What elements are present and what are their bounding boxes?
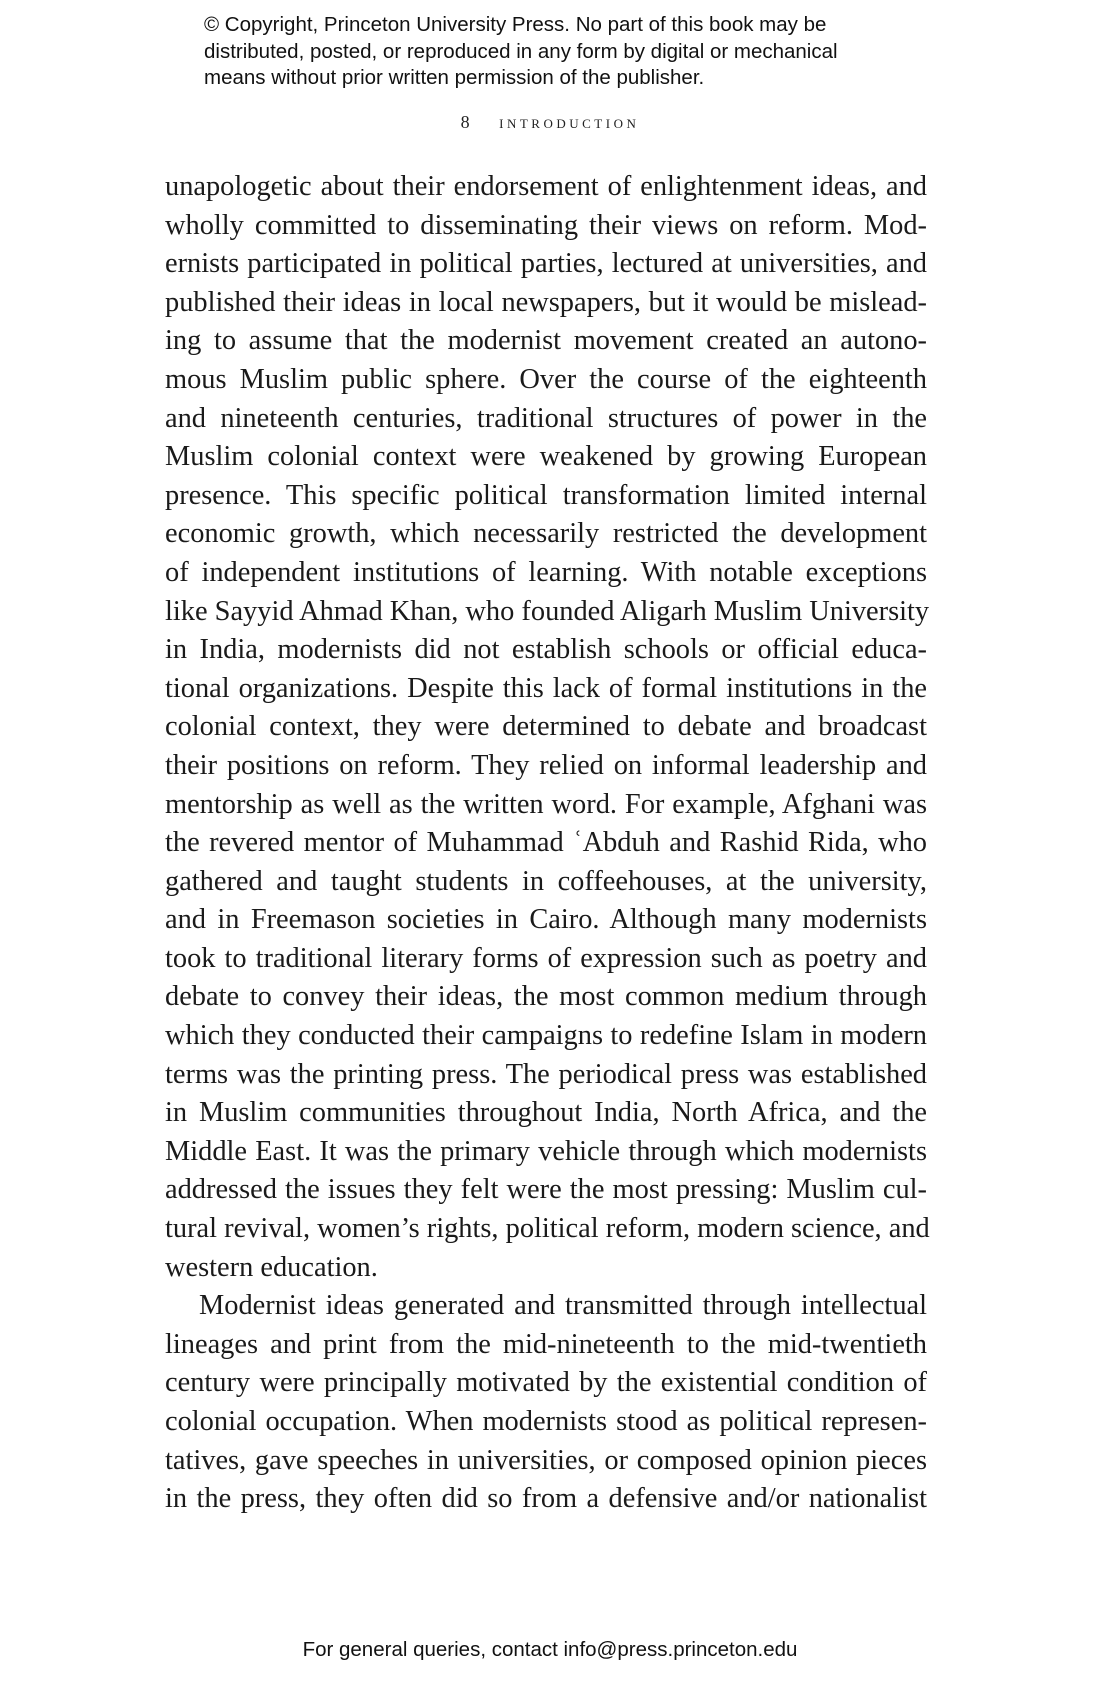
text-line: colonial context, they were determined to debate and broadcast xyxy=(165,711,927,743)
text-line: tatives, gave speeches in universities, or composed opinion pieces xyxy=(165,1444,927,1476)
text-line: unapologetic about their endorsement of enlightenment ideas, and xyxy=(165,171,927,202)
text-line: ing to assume that the modernist movement created an autono- xyxy=(165,325,927,357)
text-line: and nineteenth centuries, traditional structures of power in the xyxy=(165,402,927,434)
text-line: which they conducted their campaigns to redefine Islam in modern xyxy=(165,1020,927,1052)
text-line: in India, modernists did not establish schools or official educa- xyxy=(165,634,927,666)
copyright-line: © Copyright, Princeton University Press. No part of this book may be xyxy=(204,13,827,36)
text-line: tional organizations. Despite this lack of formal institutions in the xyxy=(165,672,927,704)
text-line: their positions on reform. They relied on informal leadership and xyxy=(165,749,927,781)
body-text xyxy=(165,168,930,1519)
text-line: like Sayyid Ahmad Khan, who founded Aligarh Muslim University xyxy=(165,595,930,627)
text-line: debate to convey their ideas, the most common medium through xyxy=(165,981,927,1013)
text-line: Muslim colonial context were weakened by growing European xyxy=(165,441,927,473)
page-number: 8 xyxy=(460,112,470,132)
text-line: gathered and taught students in coffeehouses, at the university, xyxy=(165,865,927,897)
text-line: took to traditional literary forms of expression such as poetry and xyxy=(165,942,927,974)
copyright-notice xyxy=(204,12,924,92)
text-line: mous Muslim public sphere. Over the course of the eighteenth xyxy=(165,363,927,395)
text-line: the revered mentor of Muhammad ʿAbduh and Rashid Rida, who xyxy=(165,827,927,859)
text-line: Modernist ideas generated and transmitted through intellectual xyxy=(199,1290,927,1322)
text-line: presence. This specific political transformation limited internal xyxy=(165,479,927,511)
text-line: western education. xyxy=(165,1251,378,1283)
text-line: tural revival, women’s rights, political reform, modern science, and xyxy=(165,1213,930,1245)
text-line: terms was the printing press. The periodical press was established xyxy=(165,1058,927,1090)
text-line: century were principally motivated by the existential condition of xyxy=(165,1367,927,1399)
text-line: mentorship as well as the written word. For example, Afghani was xyxy=(165,788,927,820)
paragraph xyxy=(165,168,930,1287)
text-line: published their ideas in local newspapers, but it would be mislead- xyxy=(165,286,927,318)
text-line: of independent institutions of learning. With notable exceptions xyxy=(165,556,927,588)
running-head xyxy=(0,112,1100,133)
text-line: addressed the issues they felt were the most pressing: Muslim cul- xyxy=(165,1174,927,1206)
copyright-line: means without prior written permission of the publisher. xyxy=(204,66,705,89)
text-line: wholly committed to disseminating their views on reform. Mod- xyxy=(165,209,927,241)
text-line: and in Freemason societies in Cairo. Although many modernists xyxy=(165,904,927,936)
section-title: introduction xyxy=(499,112,640,132)
paragraph xyxy=(165,1287,927,1519)
text-line: Middle East. It was the primary vehicle through which modernists xyxy=(165,1135,927,1167)
text-line: in Muslim communities throughout India, North Africa, and the xyxy=(165,1097,927,1129)
text-line: lineages and print from the mid-nineteenth to the mid-twentieth xyxy=(165,1328,927,1360)
footer-contact: For general queries, contact info@press.princeton.edu xyxy=(302,1638,798,1661)
text-line: in the press, they often did so from a defensive and/or nationalist xyxy=(165,1483,927,1515)
text-line: economic growth, which necessarily restricted the development xyxy=(165,518,927,550)
text-line: colonial occupation. When modernists stood as political represen- xyxy=(165,1406,927,1437)
text-line: ernists participated in political parties, lectured at universities, and xyxy=(165,248,927,280)
copyright-line: distributed, posted, or reproduced in any form by digital or mechanical xyxy=(204,39,838,63)
